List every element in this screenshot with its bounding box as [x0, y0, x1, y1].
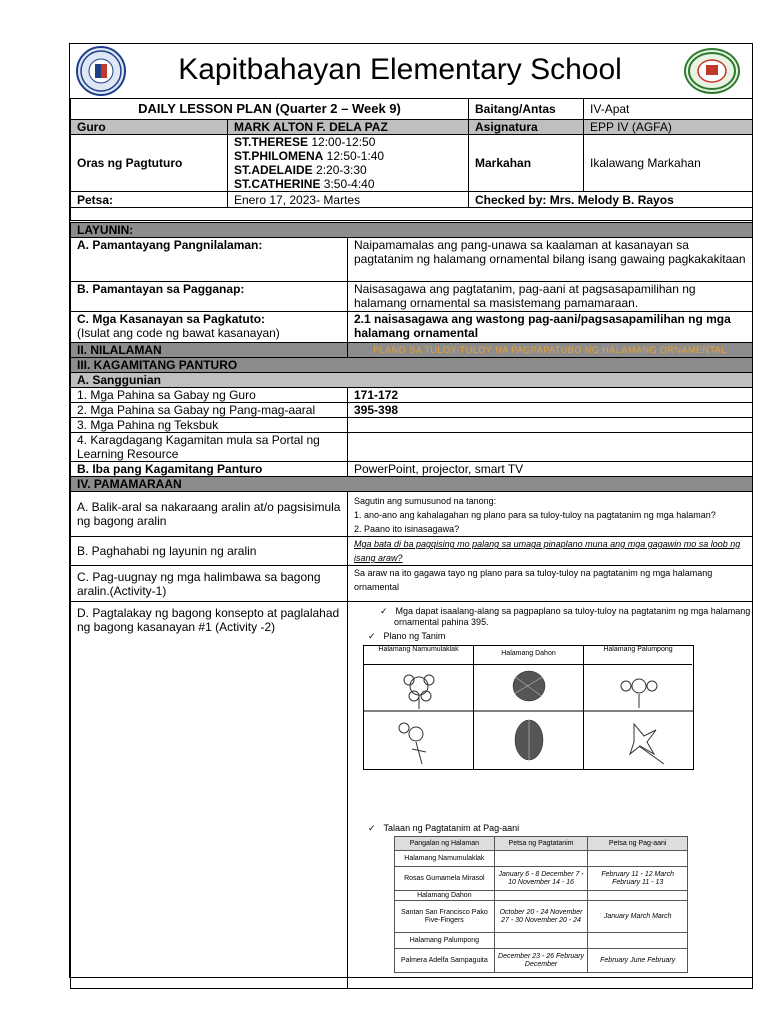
- talaan-name: Halamang Palumpong: [395, 933, 495, 949]
- rosas-flower-icon: [399, 723, 426, 764]
- kagamitan-row-label: 4. Karagdagang Kagamitan mula sa Portal ng Learning Resource: [71, 433, 348, 462]
- pamamaraan-b-value: Mga bata di ba pagqising mo palang sa umaga pinaplano muna ang mga gagawin mo sa loob ng isang araw?: [348, 537, 753, 566]
- school-seal-logo: [684, 48, 740, 94]
- kagamitan-row-value: 171-172: [348, 388, 753, 403]
- talaan-plant: [494, 851, 588, 867]
- talaan-header: Pangalan ng Halaman: [395, 837, 495, 851]
- kagamitan-row-value: [348, 433, 753, 462]
- talaan-harvest: January March March: [588, 901, 688, 933]
- petsa-label: Petsa:: [71, 192, 228, 208]
- kagamitan-row-label: 1. Mga Pahina sa Gabay ng Guro: [71, 388, 348, 403]
- layunin-c-value: 2.1 naisasagawa ang wastong pag-aani/pagsasapamilihan ng mga halamang ornamental: [348, 312, 753, 343]
- pamamaraan-d-label: D. Pagtalakay ng bagong konsepto at paglalahad ng bagong kasanayan #1 (Activity -2): [71, 602, 348, 989]
- kagamitan-row-label: 3. Mga Pahina ng Teksbuk: [71, 418, 348, 433]
- talaan-plant: [494, 933, 588, 949]
- d-bullet-mga-dapat: ✓ Mga dapat isaalang-alang sa pagpaplano sa tuloy-tuloy na pagtatanim ng mga halamang ornamental pahina 395.: [348, 606, 753, 628]
- layunin-a-value: Naipamamalas ang pang-unawa sa kaalaman at kasanayan sa pagtatanim ng halamang ornamental bilang isang gawaing pagkakakitaan: [348, 238, 753, 282]
- schedule-row: ST.PHILOMENA 12:50-1:40: [234, 149, 385, 163]
- markahan-label: Markahan: [469, 135, 584, 192]
- checked-by: Checked by: Mrs. Melody B. Rayos: [469, 192, 753, 208]
- gumamela-flower-icon: [404, 675, 434, 709]
- markahan-value: Ikalawang Markahan: [584, 135, 753, 192]
- iba-value: PowerPoint, projector, smart TV: [348, 462, 753, 477]
- spacer-row: [71, 208, 753, 221]
- layunin-c-label: C. Mga Kasanayan sa Pagkatuto:: [77, 312, 266, 326]
- talaan-table: [394, 836, 688, 973]
- layunin-c-note: (Isulat ang code ng bawat kasanayan): [77, 326, 280, 340]
- plano-ng-tanim-figure: [363, 645, 694, 770]
- talaan-name: Halamang Dahon: [395, 891, 495, 901]
- talaan-name: Rosas Gumamela Mirasol: [395, 867, 495, 891]
- d-bullet-talaan: ✓ Talaan ng Pagtatanim at Pag-aani: [348, 823, 519, 834]
- schedule-row: ST.ADELAIDE 2:20-3:30: [234, 163, 367, 177]
- sanggunian-heading: A. Sanggunian: [71, 373, 753, 388]
- deped-seal-logo: [76, 46, 126, 96]
- plant-drawings: [364, 664, 693, 769]
- talaan-header: Petsa ng Pagtatanim: [494, 837, 588, 851]
- shrub-flower-icon: [621, 679, 657, 708]
- schedule-row: ST.THERESE 12:00-12:50: [234, 135, 376, 149]
- guro-value: MARK ALTON F. DELA PAZ: [228, 120, 469, 135]
- petsa-value: Enero 17, 2023- Martes: [228, 192, 469, 208]
- asignatura-value: EPP IV (AGFA): [584, 120, 753, 135]
- pamamaraan-a-value: Sagutin ang sumusunod na tanong: 1. ano-ano ang kahalagahan ng plano para sa tuloy-tuloy na pagtatanim ng mga halaman? 2. Paano ito isinasagawa?: [348, 492, 753, 537]
- school-name: Kapitbahayan Elementary School: [178, 53, 622, 86]
- talaan-harvest: February 11 - 12 March February 11 - 13: [588, 867, 688, 891]
- talaan-harvest: [588, 891, 688, 901]
- kagamitan-row-label: 2. Mga Pahina sa Gabay ng Pang-mag-aaral: [71, 403, 348, 418]
- pamamaraan-c-label: C. Pag-uugnay ng mga halimbawa sa bagong aralin.(Activity-1): [71, 566, 348, 602]
- lesson-plan-title: DAILY LESSON PLAN (Quarter 2 – Week 9): [71, 99, 469, 120]
- talaan-harvest: [588, 851, 688, 867]
- iba-label: B. Iba pang Kagamitang Panturo: [71, 462, 348, 477]
- layunin-b-label: B. Pamantayan sa Pagganap:: [71, 282, 348, 312]
- baitang-label: Baitang/Antas: [469, 99, 584, 120]
- talaan-name: Halamang Namumulaklak: [395, 851, 495, 867]
- pamamaraan-c-value: Sa araw na ito gagawa tayo ng plano para sa tuloy-tuloy na pagtatanim ng mga halamang ornamental: [348, 566, 753, 602]
- schedule-row: ST.CATHERINE 3:50-4:40: [234, 177, 375, 191]
- talaan-plant: December 23 - 26 February December: [494, 949, 588, 973]
- kagamitan-row-value: [348, 418, 753, 433]
- nilalaman-heading: II. NILALAMAN: [71, 343, 348, 358]
- oras-label: Oras ng Pagtuturo: [71, 135, 228, 192]
- school-header: [70, 44, 752, 98]
- pamamaraan-b-label: B. Paghahabi ng layunin ng aralin: [71, 537, 348, 566]
- lesson-plan-page: [69, 43, 753, 978]
- talaan-harvest: [588, 933, 688, 949]
- talaan-plant: October 20 - 24 November 27 - 30 November 20 - 24: [494, 901, 588, 933]
- plant-header: Halamang Palumpong: [584, 646, 692, 665]
- d-bullet-plano: ✓ Plano ng Tanim: [348, 631, 445, 642]
- lesson-info-table: [70, 98, 753, 221]
- leafy-plant-icon: [513, 671, 545, 701]
- pamamaraan-a-label: A. Balik-aral sa nakaraang aralin at/o pagsisimula ng bagong aralin: [71, 492, 348, 537]
- pamamaraan-d-value: [348, 602, 753, 989]
- talaan-header: Petsa ng Pag-aani: [588, 837, 688, 851]
- layunin-b-value: Naisasagawa ang pagtatanim, pag-aani at pagsasapamilihan ng halamang ornamental sa masistemang pamamaraan.: [348, 282, 753, 312]
- nilalaman-value: PLANO SA TULOY-TULOY NA PAGPAPATUBO NG HALAMANG ORNAMENTAL: [348, 343, 753, 358]
- plant-header: Halamang Dahon: [474, 646, 584, 665]
- kagamitan-heading: III. KAGAMITANG PANTURO: [71, 358, 753, 373]
- layunin-heading: LAYUNIN:: [71, 223, 753, 238]
- plant-header: Halamang Namumulaklak: [364, 646, 474, 665]
- talaan-name: Palmera Adelfa Sampaguita: [395, 949, 495, 973]
- schedule-cell: [228, 135, 469, 192]
- fern-plant-icon: [515, 720, 543, 762]
- lesson-body-table: [70, 222, 753, 989]
- guro-label: Guro: [71, 120, 228, 135]
- kagamitan-row-value: 395-398: [348, 403, 753, 418]
- talaan-name: Santan San Francisco Pako Five-Fingers: [395, 901, 495, 933]
- baitang-value: IV-Apat: [584, 99, 753, 120]
- talaan-harvest: February June February: [588, 949, 688, 973]
- sampaguita-flower-icon: [630, 724, 664, 764]
- talaan-plant: [494, 891, 588, 901]
- layunin-c-cell: [71, 312, 348, 343]
- pamamaraan-heading: IV. PAMAMARAAN: [71, 477, 753, 492]
- talaan-plant: January 6 - 8 December 7 - 10 November 14 - 16: [494, 867, 588, 891]
- asignatura-label: Asignatura: [469, 120, 584, 135]
- layunin-a-label: A. Pamantayang Pangnilalaman:: [71, 238, 348, 282]
